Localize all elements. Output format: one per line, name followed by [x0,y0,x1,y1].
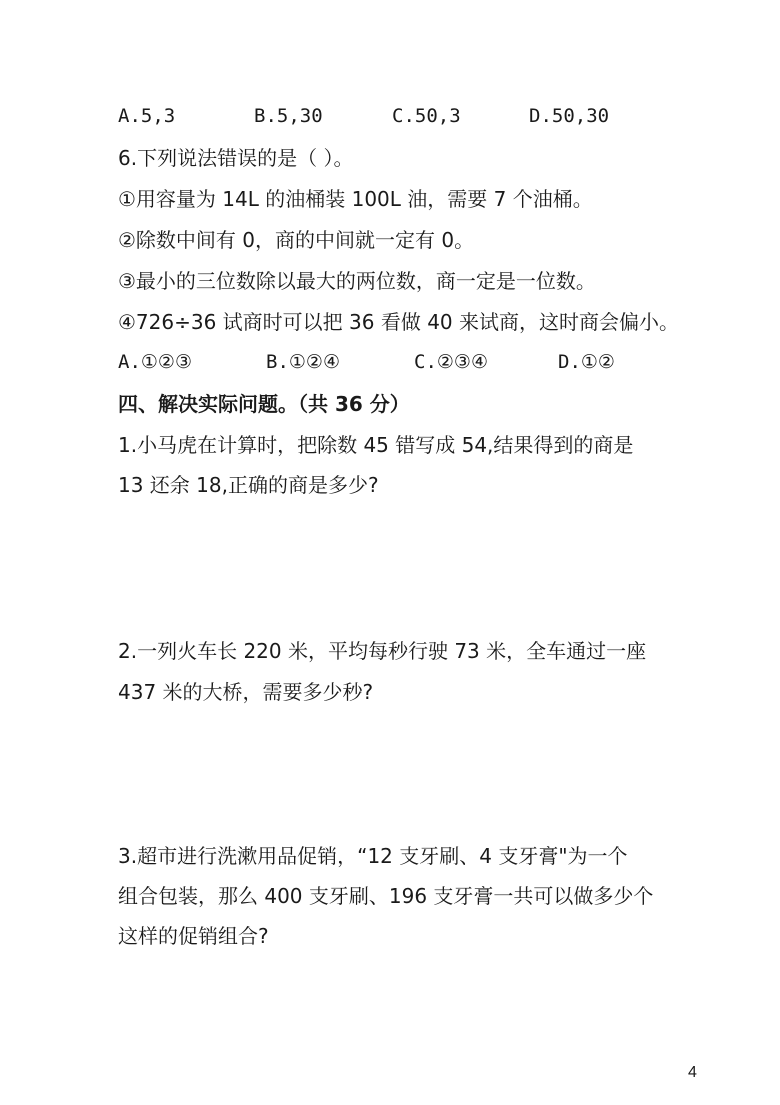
q6-statement-1: ①用容量为 14L 的油桶装 100L 油，需要 7 个油桶。 [118,187,593,211]
problem-2-line-1: 2.一列火车长 220 米，平均每秒行驶 73 米，全车通过一座 [118,639,647,663]
problem-3-line-3: 这样的促销组合? [118,924,269,948]
q5-option-b: B.5,30 [254,105,323,127]
q6-option-d: D.①② [558,351,615,373]
section-heading: 四、解决实际问题。（共 36 分） [118,392,410,416]
problem-2-line-2: 437 米的大桥，需要多少秒? [118,680,374,704]
q6-statement-2: ②除数中间有 0，商的中间就一定有 0。 [118,228,475,252]
q6-option-a: A.①②③ [118,351,192,373]
q6-statement-4: ④726÷36 试商时可以把 36 看做 40 来试商，这时商会偏小。 [118,310,679,334]
q6-option-c: C.②③④ [414,351,488,373]
q5-option-a: A.5,3 [118,105,176,127]
q5-option-c: C.50,3 [392,105,461,127]
page-number: 4 [688,1064,697,1081]
q6-stem: 6.下列说法错误的是（ ）。 [118,146,354,170]
problem-1-line-2: 13 还余 18,正确的商是多少? [118,473,379,497]
q6-option-b: B.①②④ [266,351,340,373]
q6-statement-3: ③最小的三位数除以最大的两位数，商一定是一位数。 [118,269,596,293]
problem-3-line-2: 组合包装，那么 400 支牙刷、196 支牙膏一共可以做多少个 [118,884,654,908]
problem-3-line-1: 3.超市进行洗漱用品促销，“12 支牙刷、4 支牙膏"为一个 [118,844,628,868]
q5-option-d: D.50,30 [529,105,610,127]
problem-1-line-1: 1.小马虎在计算时，把除数 45 错写成 54,结果得到的商是 [118,433,634,457]
